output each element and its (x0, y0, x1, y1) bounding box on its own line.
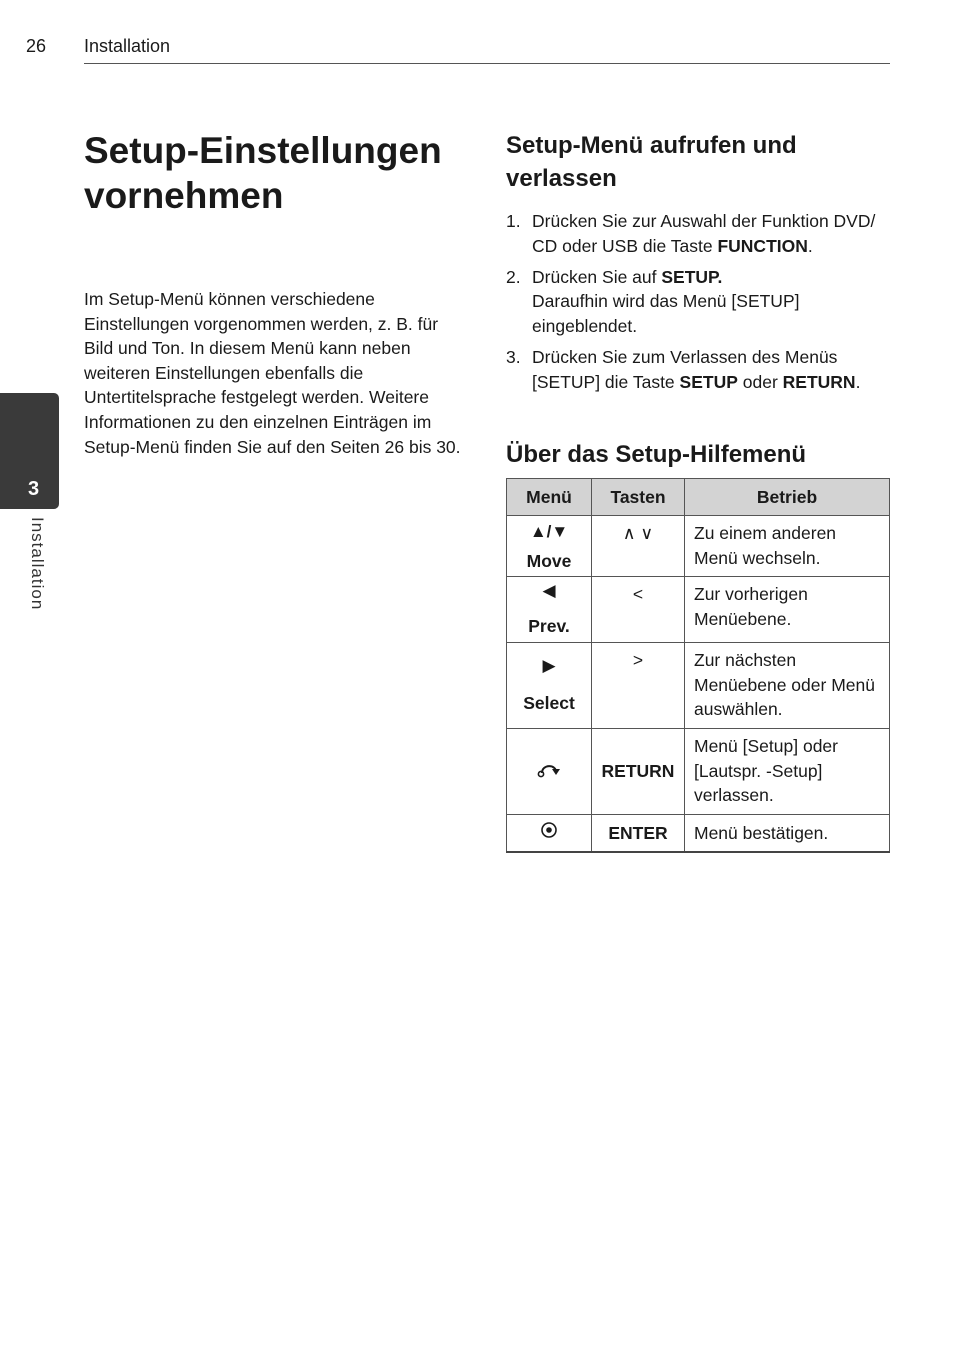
description-cell: Menü bestätigen. (685, 815, 890, 852)
step-key: SETUP. (661, 266, 723, 287)
right-arrow-icon: ▶ (542, 656, 556, 676)
table-header-row (507, 479, 890, 516)
table-row (507, 815, 890, 852)
table-row (507, 577, 890, 643)
step-number: 2. (506, 266, 521, 287)
section-heading-setup-menu: Setup-Menü aufrufen und verlassen (506, 132, 797, 192)
section-heading-help-menu: Über das Setup-Hilfemenü (506, 441, 807, 468)
key-cell: < (592, 577, 685, 643)
header-section-title: Installation (84, 36, 171, 56)
key-cell: RETURN (592, 729, 685, 815)
step-text: Drücken Sie zur Auswahl der Funktion DVD/ CD oder USB die Taste (532, 211, 876, 256)
left-arrow-icon: ◀ (542, 581, 556, 601)
chapter-label: Installation (28, 517, 47, 611)
step-text: Drücken Sie zum Verlassen des Menüs [SETUP] die Taste (532, 346, 838, 392)
table-row (507, 729, 890, 815)
table-row (507, 643, 890, 729)
step-number: 1. (506, 211, 521, 231)
list-item (506, 345, 892, 394)
page-title: Setup-Einstellungen vornehmen (84, 130, 442, 216)
step-text: Drücken Sie auf (532, 266, 662, 287)
column-header-menu: Menü (507, 479, 592, 516)
menu-cell (507, 815, 592, 852)
menu-cell (507, 516, 592, 577)
step-text: . (807, 235, 813, 256)
description-cell: Zur nächsten Menüebene oder Menü auswählen. (685, 643, 890, 729)
help-menu-table (506, 478, 890, 853)
page-header (26, 36, 890, 66)
key-cell: ENTER (592, 815, 685, 852)
step-key: SETUP (679, 371, 738, 392)
menu-cell (507, 729, 592, 815)
page-number: 26 (26, 36, 47, 56)
return-arrow-icon (535, 760, 563, 785)
description-cell: Zu einem anderen Menü wechseln. (685, 516, 890, 577)
list-item (506, 209, 892, 258)
column-header-keys: Tasten (592, 479, 685, 516)
menu-cell (507, 577, 592, 643)
up-down-arrow-icon: ▲/▼ (529, 522, 569, 541)
menu-label: Move (526, 551, 572, 571)
description-cell: Zur vorherigen Menüebene. (685, 577, 890, 643)
key-cell: > (592, 643, 685, 729)
menu-label: Prev. (528, 616, 570, 637)
key-cell: ∧ ∨ (592, 516, 685, 577)
step-text: . (855, 371, 861, 392)
step-key: RETURN (782, 371, 856, 392)
step-text: oder (737, 371, 783, 392)
table-row (507, 516, 890, 577)
description-cell: Menü [Setup] oder [Lautspr. -Setup] verlassen. (685, 729, 890, 815)
chapter-number: 3 (28, 478, 40, 500)
menu-cell (507, 643, 592, 729)
steps-list (506, 209, 892, 401)
intro-paragraph: Im Setup-Menü können verschiedene Einstellungen vorgenommen werden, z. B. für Bild und Ton. In diesem Menü kann neben weiteren Einstellungen ebenfalls die Untertitelsprache festgelegt werden. Weitere Informationen zu den einzelnen Einträgen im Setup-Menü finden Sie auf den Seiten 26 bis 30. (84, 289, 461, 457)
step-result: Daraufhin wird das Menü [SETUP] eingeblendet. (532, 291, 800, 336)
step-number: 3. (506, 346, 521, 367)
enter-circle-icon (540, 821, 558, 846)
list-item (506, 265, 892, 339)
step-key: FUNCTION (717, 235, 808, 256)
menu-label: Select (523, 693, 575, 714)
header-divider (84, 63, 890, 64)
column-header-operation: Betrieb (685, 479, 890, 516)
